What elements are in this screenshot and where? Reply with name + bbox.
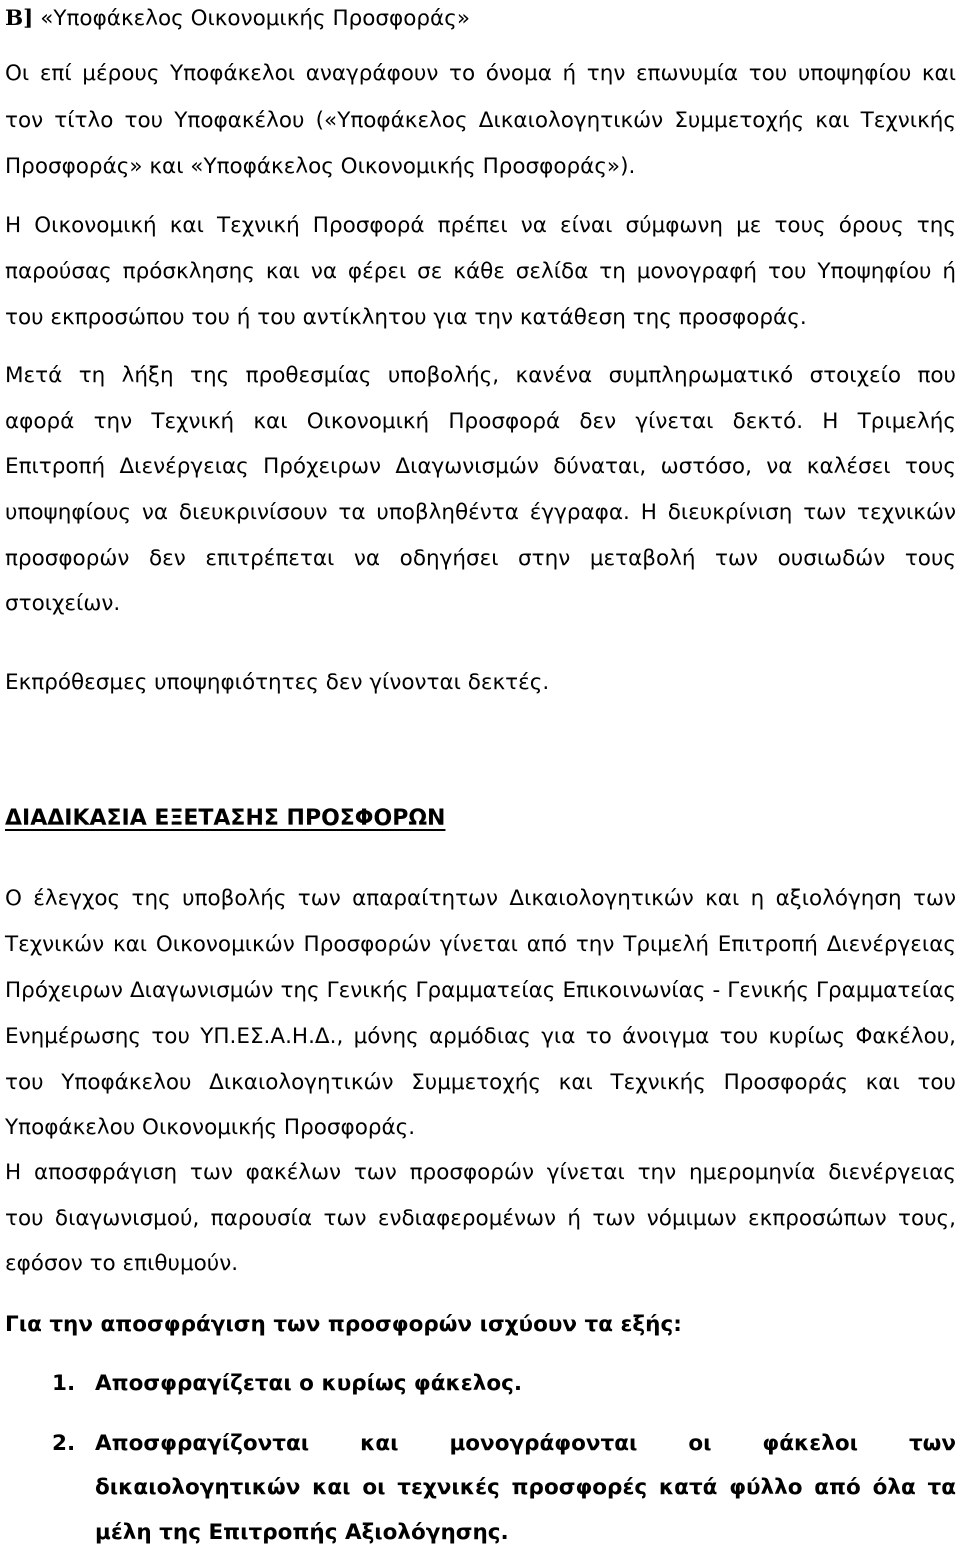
paragraph-line: προσφορών δεν επιτρέπεται να οδηγήσει στην μεταβολή των ουσιωδών τους <box>5 546 956 571</box>
section-marker: Β] <box>5 6 34 31</box>
paragraph-line: Επιτροπή Διενέργειας Πρόχειρων Διαγωνισμών δύναται, ωστόσο, να καλέσει τους <box>5 454 956 479</box>
list-item-line: Αποσφραγίζονται και μονογράφονται οι φάκελοι των <box>95 1431 956 1456</box>
section-title-text: «Υποφάκελος Οικονομικής Προσφοράς» <box>40 6 470 31</box>
paragraph-line: Ενημέρωσης του ΥΠ.ΕΣ.Α.Η.Δ., μόνης αρμόδιας για το άνοιγμα του κυρίως Φακέλου, <box>5 1024 956 1049</box>
paragraph-line: στοιχείων. <box>5 591 121 616</box>
paragraph-line: αφορά την Τεχνική και Οικονομική Προσφορά δεν γίνεται δεκτό. Η Τριμελής <box>5 409 956 434</box>
paragraph-line: Πρόχειρων Διαγωνισμών της Γενικής Γραμματείας Επικοινωνίας - Γενικής Γραμματείας <box>5 978 956 1003</box>
list-item-line: Αποσφραγίζεται ο κυρίως φάκελος. <box>95 1371 523 1396</box>
paragraph-line: παρούσας πρόσκλησης και να φέρει σε κάθε σελίδα τη μονογραφή του Υποψηφίου ή <box>5 259 956 284</box>
paragraph-line: του διαγωνισμού, παρουσία των ενδιαφερομένων ή των νόμιμων εκπροσώπων τους, <box>5 1206 956 1231</box>
list-item-number: 2. <box>52 1431 76 1456</box>
paragraph-line: υποψηφίους να διευκρινίσουν τα υποβληθέντα έγγραφα. Η διευκρίνιση των τεχνικών <box>5 500 956 525</box>
paragraph-line: του εκπροσώπου του ή του αντίκλητου για την κατάθεση της προσφοράς. <box>5 305 807 330</box>
paragraph-line: τον τίτλο του Υποφακέλου («Υποφάκελος Δικαιολογητικών Συμμετοχής και Τεχνικής <box>5 108 956 133</box>
paragraph-line: Η Οικονομική και Τεχνική Προσφορά πρέπει να είναι σύμφωνη με τους όρους της <box>5 213 956 238</box>
paragraph-line: Μετά τη λήξη της προθεσμίας υποβολής, κανένα συμπληρωματικό στοιχείο που <box>5 363 956 388</box>
section-heading: ΔΙΑΔΙΚΑΣΙΑ ΕΞΕΤΑΣΗΣ ΠΡΟΣΦΟΡΩΝ <box>5 806 446 831</box>
paragraph-line: εφόσον το επιθυμούν. <box>5 1251 239 1276</box>
list-item-line: δικαιολογητικών και οι τεχνικές προσφορές κατά φύλλο από όλα τα <box>95 1475 956 1500</box>
list-intro: Για την αποσφράγιση των προσφορών ισχύουν τα εξής: <box>5 1312 682 1337</box>
paragraph-line: Η αποσφράγιση των φακέλων των προσφορών γίνεται την ημερομηνία διενέργειας <box>5 1160 956 1185</box>
list-item-number: 1. <box>52 1371 76 1396</box>
paragraph-line: Εκπρόθεσμες υποψηφιότητες δεν γίνονται δεκτές. <box>5 670 550 695</box>
paragraph-line: Υποφάκελου Οικονομικής Προσφοράς. <box>5 1115 416 1140</box>
paragraph-line: Προσφοράς» και «Υποφάκελος Οικονομικής Προσφοράς»). <box>5 154 636 179</box>
list-item-line: μέλη της Επιτροπής Αξιολόγησης. <box>95 1520 509 1545</box>
paragraph-line: Τεχνικών και Οικονομικών Προσφορών γίνεται από την Τριμελή Επιτροπή Διενέργειας <box>5 932 956 957</box>
section-title <box>5 4 956 34</box>
paragraph-line: Οι επί μέρους Υποφάκελοι αναγράφουν το όνομα ή την επωνυμία του υποψηφίου και <box>5 61 956 86</box>
paragraph-line: του Υποφάκελου Δικαιολογητικών Συμμετοχής και Τεχνικής Προσφοράς και του <box>5 1070 956 1095</box>
paragraph-line: Ο έλεγχος της υποβολής των απαραίτητων Δικαιολογητικών και η αξιολόγηση των <box>5 886 956 911</box>
